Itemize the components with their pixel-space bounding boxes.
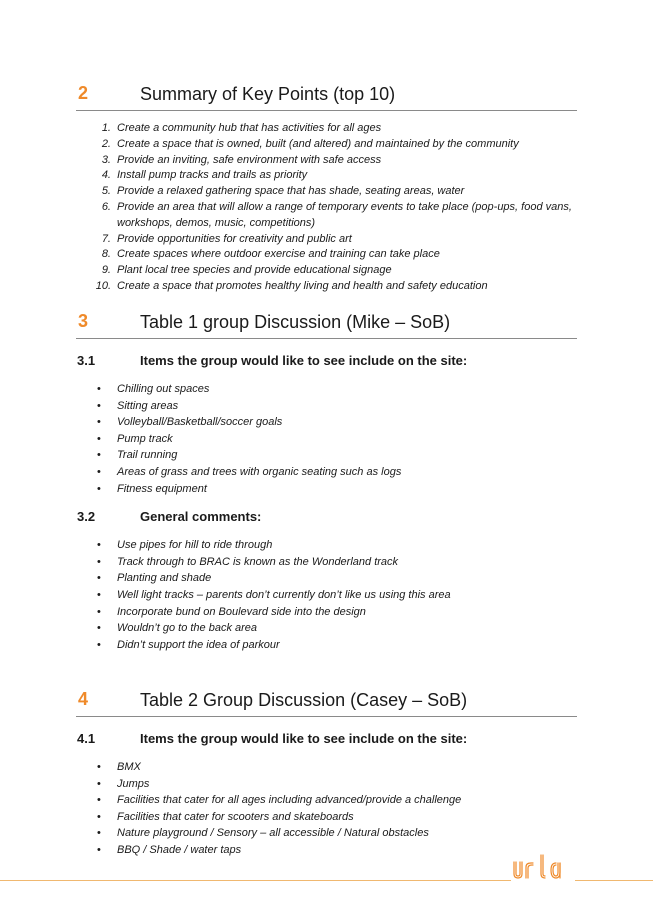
section-3 [76, 308, 577, 653]
urla-logo [511, 852, 575, 884]
list-item: 6. Provide an area that will allow a range of temporary events to take place (pop-ups, food vans, workshops, demos, music, competitions) [101, 200, 572, 229]
list-item: • Facilities that cater for scooters and skateboards [76, 809, 577, 826]
list-item: 4. Install pump tracks and trails as priority [101, 169, 308, 182]
list-item: 9. Plant local tree species and provide educational signage [101, 264, 392, 277]
key-points-list [76, 121, 577, 295]
bullet-list [76, 537, 577, 653]
section-number: 3 [78, 311, 89, 331]
section-heading [76, 308, 577, 339]
subsection-heading: 4.1 Items the group would like to see include on the site: [77, 731, 468, 746]
list-item: • Wouldn’t go to the back area [76, 620, 577, 637]
list-item: • Facilities that cater for all ages including advanced/provide a challenge [76, 792, 577, 809]
list-item: 2. Create a space that is owned, built (and altered) and maintained by the community [101, 137, 519, 150]
list-item: 3. Provide an inviting, safe environment with safe access [101, 153, 382, 166]
list-item: • Areas of grass and trees with organic seating such as logs [76, 464, 577, 481]
list-item: 7. Provide opportunities for creativity and public art [101, 232, 352, 245]
section-heading [76, 80, 577, 111]
list-item: • Fitness equipment [76, 481, 577, 498]
list-item: 5. Provide a relaxed gathering space that has shade, seating areas, water [101, 185, 465, 198]
list-item: • Pump track [76, 431, 577, 448]
list-item: • Nature playground / Sensory – all accessible / Natural obstacles [76, 825, 577, 842]
section-title: Table 1 group Discussion (Mike – SoB) [140, 312, 451, 332]
list-item: • BMX [76, 759, 577, 776]
subsection-heading: 3.2 General comments: [77, 509, 262, 525]
list-item: • Jumps [76, 776, 577, 793]
list-item: 8. Create spaces where outdoor exercise and training can take place [101, 248, 440, 261]
section-title: Summary of Key Points (top 10) [140, 84, 396, 104]
list-item: • Chilling out spaces [76, 381, 577, 398]
section-title: Table 2 Group Discussion (Casey – SoB) [140, 690, 468, 710]
list-item: • Use pipes for hill to ride through [76, 537, 577, 554]
list-item: • BBQ / Shade / water taps [76, 842, 577, 859]
list-item: • Incorporate bund on Boulevard side into the design [76, 604, 577, 621]
section-heading [76, 686, 577, 717]
list-item: • Sitting areas [76, 398, 577, 415]
section-2 [76, 80, 577, 295]
list-item: • Trail running [76, 447, 577, 464]
section-4 [76, 686, 577, 859]
list-item: • Well light tracks – parents don’t currently don’t like us using this area [76, 587, 577, 604]
list-item: • Planting and shade [76, 570, 577, 587]
list-item: • Volleyball/Basketball/soccer goals [76, 414, 577, 431]
list-item: 10. Create a space that promotes healthy living and health and safety education [95, 279, 488, 292]
section-number: 4 [78, 689, 89, 709]
subsection-heading: 3.1 Items the group would like to see include on the site: [77, 353, 468, 368]
section-number: 2 [78, 83, 89, 103]
list-item: • Track through to BRAC is known as the Wonderland track [76, 554, 577, 571]
logo-icon [511, 852, 575, 884]
list-item: 1. Create a community hub that has activities for all ages [101, 122, 382, 134]
list-item: • Didn’t support the idea of parkour [76, 637, 577, 654]
bullet-list [76, 381, 577, 497]
bullet-list [76, 759, 577, 859]
